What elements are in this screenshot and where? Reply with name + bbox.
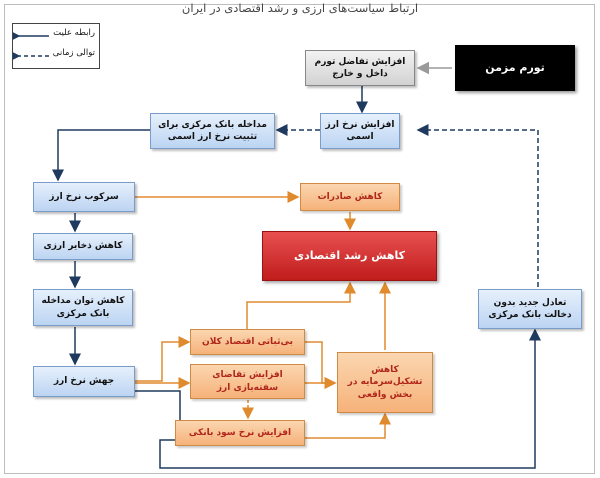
diagram-title: ارتباط سیاست‌های ارزی و رشد اقتصادی در ایران <box>181 1 419 15</box>
node-rebalance: تعادل جدید بدون دخالت بانک مرکزی <box>478 289 582 329</box>
node-cb-intervention: مداخله بانک مرکزی برای تثبیت نرخ ارز اسمی <box>150 113 275 149</box>
node-capital-formation-drop: کاهش تشکیل‌سرمایه در بخش واقعی <box>337 352 433 413</box>
node-chronic-inflation: تورم مزمن <box>455 45 575 91</box>
node-reserves-drop: کاهش ذخایر ارزی <box>33 233 133 260</box>
node-fx-suppression: سرکوب نرخ ارز <box>33 182 135 212</box>
arrow-instability-to-capital <box>305 342 335 383</box>
arrow-intervention-to-suppression <box>58 130 150 180</box>
legend-causal-label: رابطه علیت <box>53 28 95 38</box>
node-fx-jump: جهش نرخ ارز <box>33 366 135 397</box>
arrow-jump-to-instability <box>135 342 189 381</box>
node-export-drop: کاهش صادرات <box>300 183 400 211</box>
node-nominal-rate-increase: افزایش نرخ ارز اسمی <box>320 113 400 149</box>
node-bank-rate-increase: افزایش نرخ سود بانکی <box>175 420 305 446</box>
arrow-instability-to-growth <box>247 283 350 329</box>
node-cb-power-drop: کاهش توان مداخله بانک مرکزی <box>33 289 133 326</box>
node-growth-drop: کاهش رشد اقتصادی <box>262 231 437 281</box>
arrow-rate-to-capital <box>305 414 385 438</box>
node-speculation-demand: افزایش تقاضای سفته‌بازی ارز <box>190 364 305 399</box>
node-macro-instability: بی‌ثباتی اقتصاد کلان <box>190 329 305 355</box>
node-inflation-differential: افزایش تفاضل تورم داخل و خارج <box>305 50 415 86</box>
legend-lag-label: توالی زمانی <box>52 48 95 58</box>
